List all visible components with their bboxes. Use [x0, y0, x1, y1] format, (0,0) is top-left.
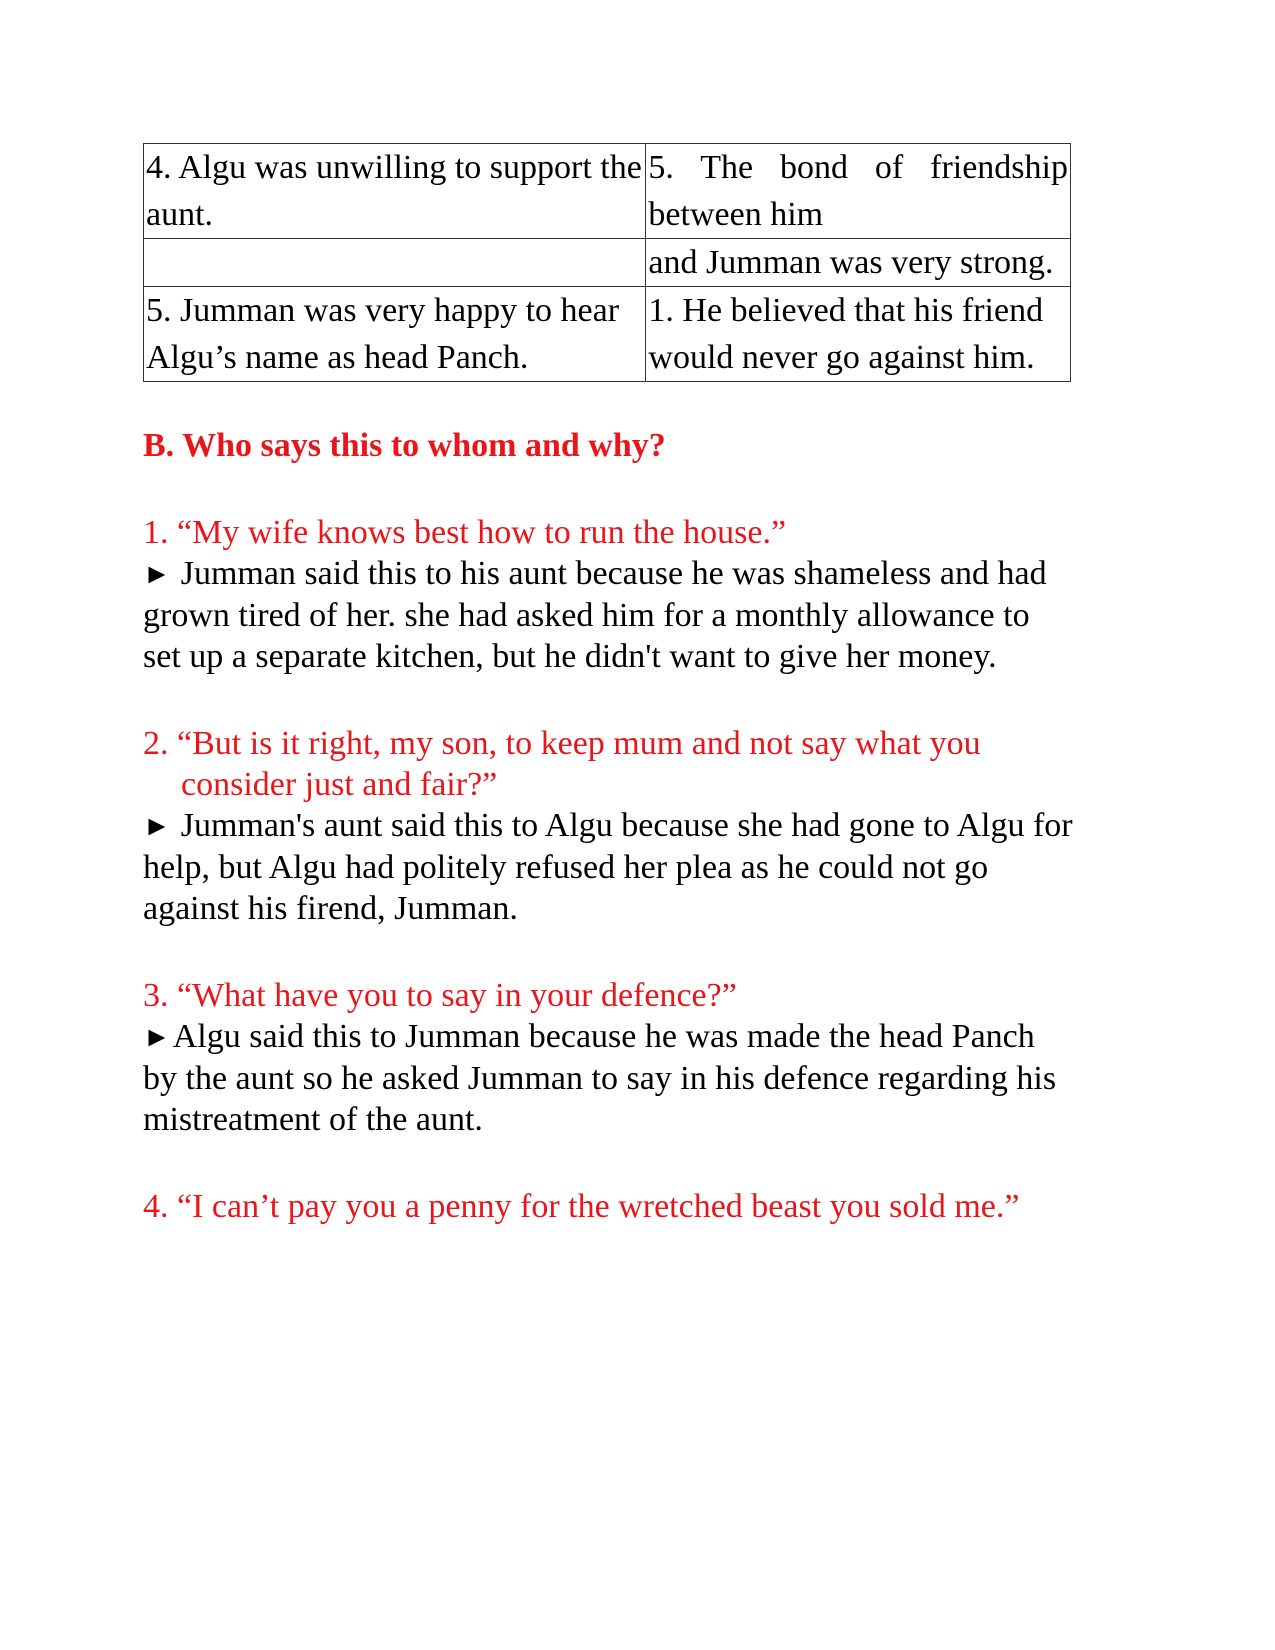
answer-text: Jumman said this to his aunt because he was shameless and had grown tired of her. she had asked him for a monthly allowance to set up a separate kitchen, but he didn't want to give her money. [143, 555, 1047, 675]
answer [143, 1016, 1073, 1140]
document-page [143, 143, 1073, 1227]
cell-line: 5. The bond of friendship [648, 149, 1068, 186]
table-cell-right [646, 144, 1071, 239]
arrow-right-icon: ► [143, 811, 171, 842]
arrow-right-icon: ► [143, 559, 171, 590]
table-cell-right: 1. He believed that his friend would never go against him. [646, 287, 1071, 382]
cell-line: between him [648, 196, 824, 233]
qa-item-4 [143, 1186, 1073, 1227]
qa-item-2 [143, 723, 1073, 929]
qa-item-1 [143, 512, 1073, 677]
question-line: 2. “But is it right, my son, to keep mum and not say what you [143, 725, 981, 762]
table-row [144, 239, 1071, 287]
table-cell-left [144, 239, 646, 287]
answer-text: Jumman's aunt said this to Algu because she had gone to Algu for help, but Algu had politely refused her plea as he could not go against his firend, Jumman. [143, 807, 1073, 927]
question-line: consider just and fair?” [181, 766, 498, 803]
table-cell-left: 5. Jumman was very happy to hear Algu’s name as head Panch. [144, 287, 646, 382]
question [143, 723, 1073, 805]
qa-item-3 [143, 975, 1073, 1140]
answer-text: Algu said this to Jumman because he was made the head Panch by the aunt so he asked Jumman to say in his defence regarding his mistreatment of the aunt. [143, 1018, 1057, 1138]
section-title: B. Who says this to whom and why? [143, 427, 666, 464]
question: 1. “My wife knows best how to run the house.” [143, 514, 787, 551]
table-cell-right: and Jumman was very strong. [646, 239, 1071, 287]
match-table [143, 143, 1071, 382]
answer [143, 553, 1073, 677]
table-cell-left: 4. Algu was unwilling to support the aunt. [144, 144, 646, 239]
question: 4. “I can’t pay you a penny for the wretched beast you sold me.” [143, 1188, 1020, 1225]
table-row [144, 287, 1071, 382]
answer [143, 805, 1073, 929]
arrow-right-icon: ► [143, 1022, 171, 1053]
question: 3. “What have you to say in your defence?” [143, 977, 737, 1014]
table-row [144, 144, 1071, 239]
